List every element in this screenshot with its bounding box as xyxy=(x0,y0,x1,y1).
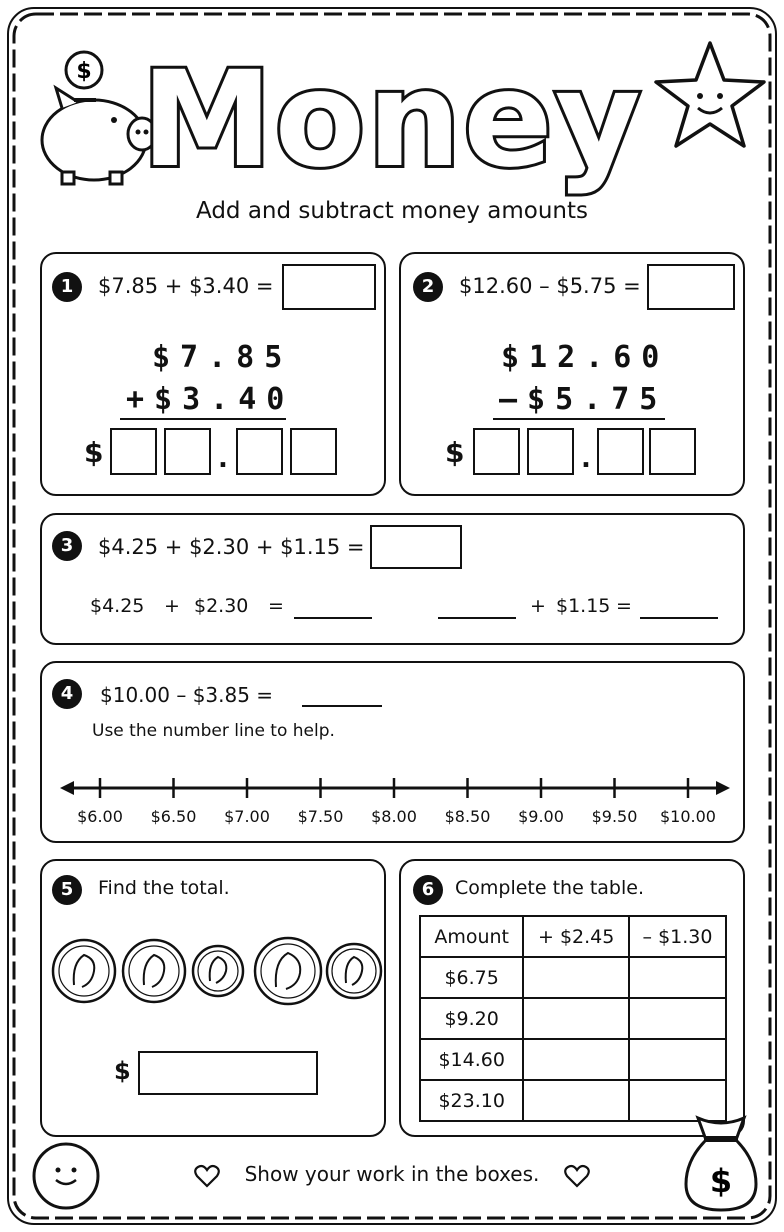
number-line-tick-label: $10.00 xyxy=(660,807,716,826)
step-2-operator: + xyxy=(530,595,546,617)
number-line-tick-label: $7.50 xyxy=(297,807,344,826)
answer-blank[interactable] xyxy=(302,705,382,707)
problem-equation: $12.60 – $5.75 = xyxy=(459,274,641,298)
problem-number: 6 xyxy=(413,875,443,905)
answer-cell[interactable] xyxy=(523,1039,629,1080)
step-2-addend: $1.15 xyxy=(556,595,611,617)
dollar-sign: $ xyxy=(84,436,104,469)
number-line-tick-label: $6.00 xyxy=(77,807,123,826)
answer-cell[interactable] xyxy=(523,998,629,1039)
problem-equation: $7.85 + $3.40 = xyxy=(98,274,274,298)
digit-box[interactable] xyxy=(649,428,696,475)
amount-cell: $23.10 xyxy=(420,1080,523,1121)
answer-cell[interactable] xyxy=(629,1039,726,1080)
number-line-tick-label: $7.00 xyxy=(224,807,270,826)
digit-box[interactable] xyxy=(597,428,644,475)
number-line-tick-label: $6.50 xyxy=(150,807,197,826)
answer-cell[interactable] xyxy=(629,957,726,998)
svg-text:$: $ xyxy=(709,1162,733,1200)
money-bag-icon xyxy=(676,1110,766,1214)
amount-cell: $14.60 xyxy=(420,1039,523,1080)
decimal-point: . xyxy=(581,444,591,474)
svg-text:$: $ xyxy=(76,59,92,84)
problem-number: 4 xyxy=(52,679,82,709)
digit-box[interactable] xyxy=(527,428,574,475)
problem-3-card xyxy=(40,513,745,645)
table-header: – $1.30 xyxy=(629,916,726,957)
quarter-coin-icon xyxy=(53,940,115,1002)
step-1-addend-b: $2.30 xyxy=(194,595,249,617)
number-line-tick-label: $9.50 xyxy=(591,807,638,826)
amount-cell: $6.75 xyxy=(420,957,523,998)
coins-group xyxy=(48,935,384,1007)
problem-number: 5 xyxy=(52,875,82,905)
answer-cell[interactable] xyxy=(523,957,629,998)
decimal-point: . xyxy=(218,444,228,474)
problem-number: 3 xyxy=(52,531,82,561)
footer-text: Show your work in the boxes. xyxy=(244,1162,540,1186)
dollar-sign: $ xyxy=(114,1057,131,1085)
problem-5-card xyxy=(40,859,386,1137)
page-title: Money xyxy=(141,43,643,197)
problem-number: 1 xyxy=(52,272,82,302)
page-subtitle: Add and subtract money amounts xyxy=(196,198,588,224)
vertical-top-line: $12.60 xyxy=(501,340,670,375)
answer-cell[interactable] xyxy=(629,998,726,1039)
table-row xyxy=(420,1039,726,1080)
quarter-coin-icon xyxy=(123,940,185,1002)
step-2-answer-blank[interactable] xyxy=(640,617,718,619)
problem-prompt: Complete the table. xyxy=(455,877,644,899)
difference-line xyxy=(493,418,665,420)
problem-equation: $4.25 + $2.30 + $1.15 = xyxy=(98,535,365,559)
digit-box[interactable] xyxy=(290,428,337,475)
number-line-tick-label: $8.00 xyxy=(371,807,417,826)
problem-prompt: Find the total. xyxy=(98,877,230,899)
total-answer-box[interactable] xyxy=(138,1051,318,1095)
vertical-top-line: $7.85 xyxy=(152,340,293,375)
table-row xyxy=(420,957,726,998)
digit-box[interactable] xyxy=(164,428,211,475)
vertical-bottom-line: +$3.40 xyxy=(126,382,295,417)
number-line-tick-label: $9.00 xyxy=(518,807,564,826)
step-1-operator: + xyxy=(164,595,180,617)
digit-box[interactable] xyxy=(473,428,520,475)
table-header-row xyxy=(420,916,726,957)
table-header: + $2.45 xyxy=(523,916,629,957)
table-row xyxy=(420,998,726,1039)
step-2-equals: = xyxy=(616,595,632,617)
answer-table xyxy=(419,915,727,1122)
answer-box[interactable] xyxy=(282,264,376,310)
problem-number: 2 xyxy=(413,272,443,302)
number-line xyxy=(60,773,730,803)
table-header: Amount xyxy=(420,916,523,957)
penny-coin-icon xyxy=(327,944,381,998)
heart-icon xyxy=(564,1164,590,1188)
answer-box[interactable] xyxy=(647,264,735,310)
step-1-addend-a: $4.25 xyxy=(90,595,145,617)
problem-2-card xyxy=(399,252,745,496)
half-dollar-coin-icon xyxy=(255,938,321,1004)
step-2-blank[interactable] xyxy=(438,617,516,619)
digit-box[interactable] xyxy=(236,428,283,475)
answer-cell[interactable] xyxy=(523,1080,629,1121)
problem-1-card xyxy=(40,252,386,496)
amount-cell: $9.20 xyxy=(420,998,523,1039)
number-line-tick-label: $8.50 xyxy=(444,807,491,826)
sum-line xyxy=(120,418,286,420)
problem-equation: $10.00 – $3.85 = xyxy=(100,683,274,707)
step-1-blank[interactable] xyxy=(294,617,372,619)
problem-6-card xyxy=(399,859,745,1137)
answer-box[interactable] xyxy=(370,525,462,569)
vertical-bottom-line: –$5.75 xyxy=(499,382,668,417)
dollar-sign: $ xyxy=(445,436,465,469)
step-1-equals: = xyxy=(268,595,284,617)
problem-4-card xyxy=(40,661,745,843)
dime-coin-icon xyxy=(193,946,243,996)
digit-box[interactable] xyxy=(110,428,157,475)
hint-text: Use the number line to help. xyxy=(92,721,335,741)
